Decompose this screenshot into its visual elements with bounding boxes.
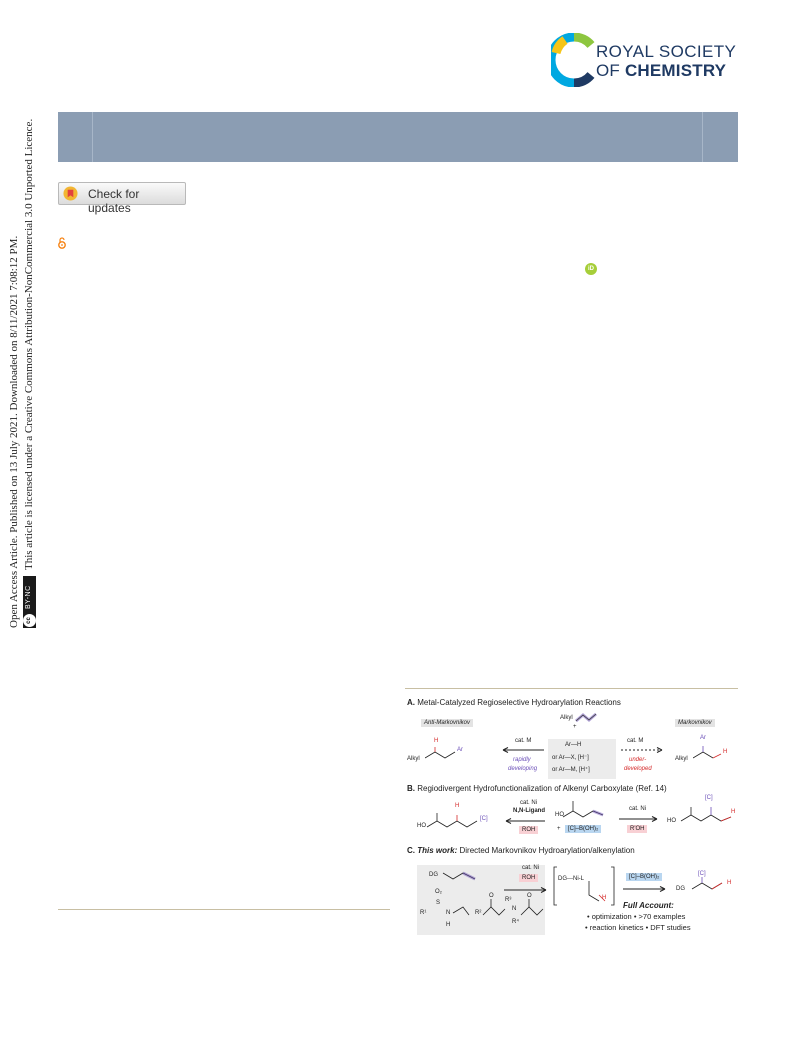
side-notice-line-1: Open Access Article. Published on 13 July 2021. Downloaded on 8/11/2021 7:08:12 PM. (8, 235, 20, 628)
logo-line-2-prefix: OF (596, 61, 625, 80)
dg-example-r4: R⁴ (512, 919, 519, 925)
cat-ni-c: cat. Ni (522, 865, 540, 871)
roh-c-tag: ROH (519, 874, 538, 882)
rsc-emblem-icon (551, 33, 597, 87)
boronic-b-tag: [C]–B(OH)₂ (565, 825, 601, 833)
dg-example-r2: R² (475, 910, 482, 916)
intermediate-label: DG---Ni-L (558, 876, 584, 882)
c-c-label: [C] (698, 871, 706, 877)
ho-b-right-label: HO (667, 818, 676, 824)
section-b-letter: B. (407, 784, 415, 793)
figure-top-rule (405, 688, 738, 689)
check-for-updates-button[interactable] (58, 182, 186, 215)
h-c-mid-label: H (602, 895, 607, 901)
ho-b-middle-label: HO (555, 812, 564, 818)
section-c-title-text: Directed Markovnikov Hydroarylation/alkenylation (459, 846, 635, 855)
plus-sign: + (573, 724, 577, 730)
arrow-left-icon (500, 747, 546, 753)
dg-example-o-2: O (527, 893, 532, 899)
alkyl-left-label: Alkyl (407, 756, 420, 762)
c-b-right-label: [C] (705, 795, 713, 801)
footnote-rule (58, 909, 390, 910)
full-account-bullet-2: • reaction kinetics • DFT studies (585, 923, 691, 932)
section-c-title-bold: This work: (417, 846, 458, 855)
section-a-title-text: Metal-Catalyzed Regioselective Hydroarylation Reactions (417, 698, 621, 707)
h-b-left-label: H (455, 803, 460, 809)
c-b-left-label: [C] (480, 816, 488, 822)
cat-left-label: cat. M (515, 738, 532, 744)
dg-example-h: H (446, 922, 451, 928)
under-label: under- (629, 757, 647, 763)
rapidly-label: rapidly (513, 757, 531, 763)
h-c-right-label: H (727, 880, 732, 886)
cat-ni-b-left: cat. Ni (520, 800, 538, 806)
alkyl-top-label: Alkyl (560, 715, 573, 721)
dg-product-label: DG (676, 886, 685, 892)
dg-example-s: S (436, 900, 441, 906)
section-c-letter: C. (407, 846, 415, 855)
ar-left-label: Ar (457, 747, 463, 753)
arrow-c-second-icon (621, 886, 669, 892)
h-left-label: H (434, 738, 439, 744)
dg-example-n1: N (446, 910, 451, 916)
plus-b-label: + (557, 826, 561, 832)
dg-example-o2: O₂ (435, 889, 442, 895)
developing-label: developing (508, 766, 538, 772)
reagent-line-2: or Ar—X, [H⁻] (552, 755, 589, 761)
reaction-scheme-figure (405, 695, 745, 940)
orcid-icon[interactable]: iD (585, 263, 597, 275)
alkyl-right-label: Alkyl (675, 756, 688, 762)
full-account-label: Full Account: (623, 901, 674, 910)
anti-markovnikov-tag: Anti-Markovnikov (421, 719, 473, 727)
developed-label: developed (624, 766, 652, 772)
dg-example-n2: N (512, 906, 517, 912)
rpoh-b-tag: R'OH (627, 825, 647, 833)
ar-right-label: Ar (700, 735, 706, 741)
check-for-updates-label: Check for updates (88, 187, 140, 215)
section-b-title (407, 784, 667, 793)
h-right-label: H (723, 749, 728, 755)
arrow-b-right-icon (617, 816, 661, 822)
side-notice-line-2 (23, 119, 36, 628)
ho-left-label: HO (417, 823, 426, 829)
cc-icon: cc (23, 614, 36, 627)
logo-line-2 (596, 62, 736, 79)
alkene-purple-icon (575, 711, 597, 723)
publisher-logo (551, 33, 741, 87)
alkenyl-carboxylate-icon (555, 795, 611, 825)
full-account-bullet-1: • optimization • >70 examples (587, 912, 686, 921)
section-c-title (407, 846, 635, 855)
cc-badge-text: BY-NC (25, 585, 32, 609)
h-b-right-label: H (731, 809, 736, 815)
reagent-line-1: Ar—H (565, 742, 582, 748)
arrow-b-left-icon (503, 818, 547, 824)
banner-divider (92, 112, 93, 162)
cat-right-label: cat. M (627, 738, 644, 744)
open-access-lock-icon (57, 237, 67, 249)
logo-line-1: ROYAL SOCIETY (596, 42, 737, 61)
dotted-arrow-right-icon (619, 747, 665, 753)
side-notice-line-2-text[interactable]: This article is licensed under a Creative Commons Attribution-NonCommercial 3.0 Unported Licence. (23, 118, 36, 570)
cat-ni-b-right: cat. Ni (629, 806, 647, 812)
ligand-label: N,N-Ligand (513, 808, 545, 814)
side-license-notice (5, 108, 45, 628)
section-a-letter: A. (407, 698, 415, 707)
dg-alkene-icon (441, 867, 481, 883)
banner-divider (702, 112, 703, 162)
dg-example-o-1: O (489, 893, 494, 899)
journal-banner (58, 112, 738, 162)
roh-b-tag: ROH (519, 826, 538, 834)
dg-example-r3: R³ (505, 897, 512, 903)
markovnikov-tag: Markovnikov (675, 719, 715, 727)
check-updates-icon (63, 186, 78, 201)
boronic-c-tag: [C]–B(OH)₂ (626, 873, 662, 881)
section-a-title (407, 698, 621, 707)
dg-label: DG (429, 872, 438, 878)
cc-by-nc-badge[interactable] (23, 576, 36, 628)
logo-line-2-bold: CHEMISTRY (624, 61, 727, 80)
section-b-title-text: Regiodivergent Hydrofunctionalization of Alkenyl Carboxylate (Ref. 14) (417, 784, 667, 793)
reagent-line-3: or Ar—M, [H⁺] (552, 767, 590, 773)
dg-example-r1: R¹ (420, 910, 427, 916)
